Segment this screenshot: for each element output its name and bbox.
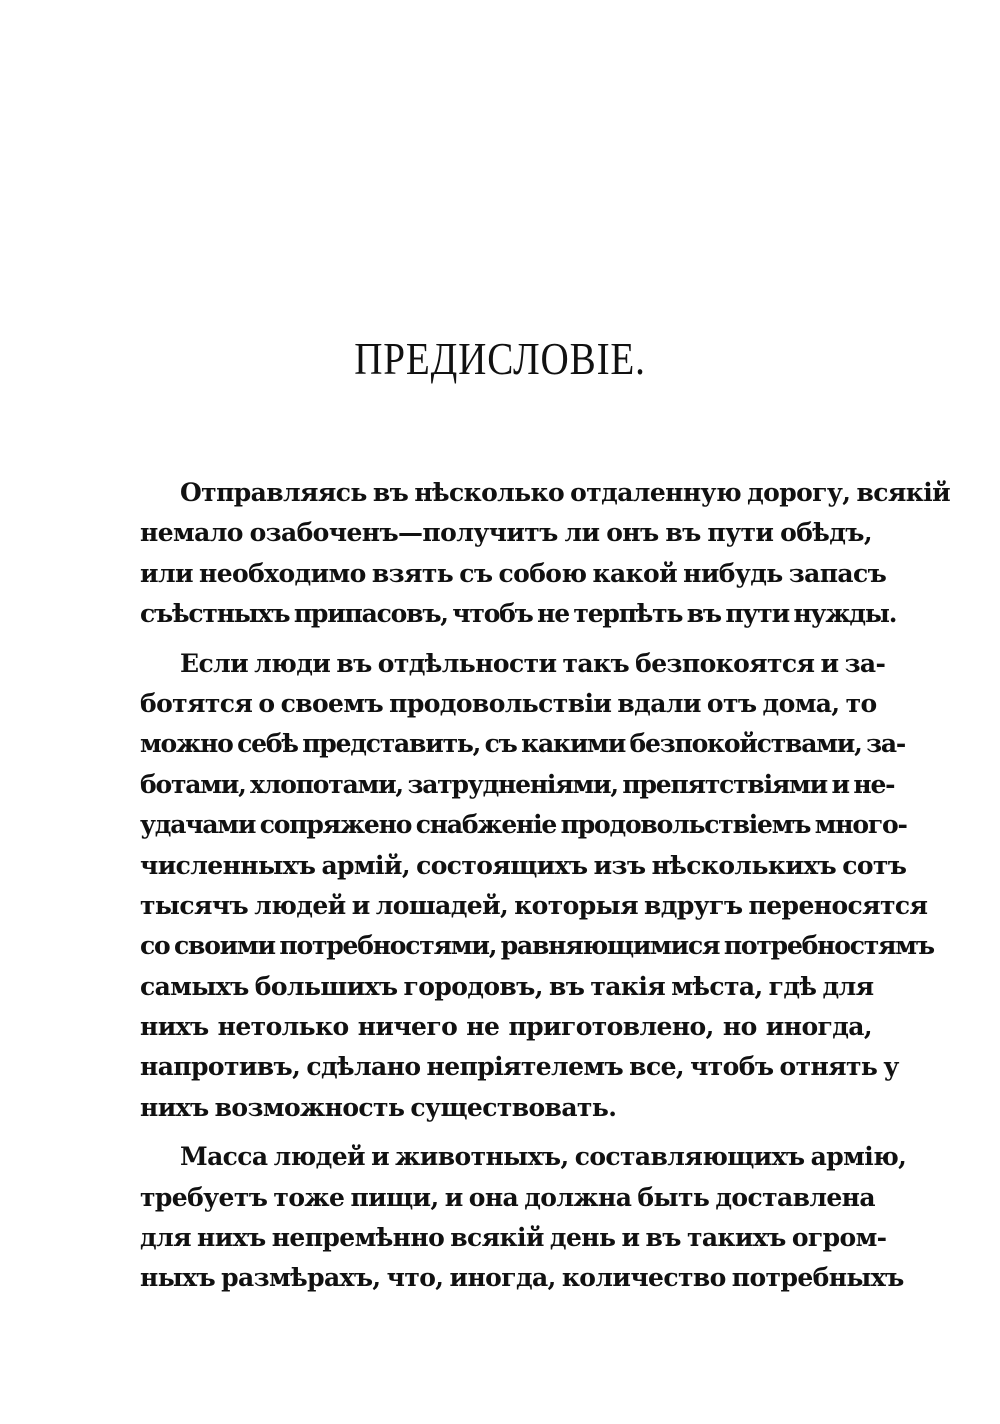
page-title: ПРЕДИСЛОВІЕ. bbox=[354, 333, 646, 384]
text-line: удачами сопряжено снабженіе продовольствіемъ много- bbox=[140, 810, 907, 840]
paragraph-1 bbox=[140, 473, 951, 635]
text-line: ботятся о своемъ продовольствіи вдали отъ дома, то bbox=[140, 688, 877, 718]
paragraph-2 bbox=[140, 644, 934, 1129]
text-line: напротивъ, сдѣлано непріятелемъ все, чтобъ отнять у bbox=[140, 1052, 899, 1082]
text-line: Если люди въ отдѣльности такъ безпокоятся и за- bbox=[180, 648, 886, 678]
text-line: требуетъ тоже пищи, и она должна быть доставлена bbox=[140, 1182, 875, 1212]
text-line: ботами, хлопотами, затрудненіями, препятствіями и не- bbox=[140, 769, 895, 799]
text-line: со своими потребностями, равняющимися потребностямъ bbox=[140, 931, 934, 961]
text-line: съѣстныхъ припасовъ, чтобъ не терпѣть въ пути нужды. bbox=[140, 599, 897, 629]
text-line: численныхъ армій, состоящихъ изъ нѣсколькихъ сотъ bbox=[140, 850, 907, 880]
text-line: нихъ возможность существовать. bbox=[140, 1092, 617, 1122]
paragraph-3 bbox=[140, 1137, 907, 1299]
text-line: можно себѣ представить, съ какими безпокойствами, за- bbox=[140, 729, 906, 759]
text-line: Масса людей и животныхъ, составляющихъ армію, bbox=[180, 1142, 907, 1172]
text-line: нихъ нетолько ничего не приготовлено, но иногда, bbox=[140, 1012, 872, 1042]
text-line: Отправляясь въ нѣсколько отдаленную дорогу, всякій bbox=[180, 478, 951, 507]
text-line: для нихъ непремѣнно всякій день и въ такихъ огром- bbox=[140, 1223, 887, 1253]
text-line: ныхъ размѣрахъ, что, иногда, количество потребныхъ bbox=[140, 1263, 904, 1293]
body-text bbox=[140, 473, 951, 1299]
text-line: немало озабоченъ—получитъ ли онъ въ пути обѣдъ, bbox=[140, 518, 872, 548]
text-line: самыхъ большихъ городовъ, въ такія мѣста, гдѣ для bbox=[140, 971, 874, 1001]
text-line: или необходимо взять съ собою какой нибудь запасъ bbox=[140, 558, 887, 588]
text-line: тысячъ людей и лошадей, которыя вдругъ переносятся bbox=[140, 890, 928, 920]
